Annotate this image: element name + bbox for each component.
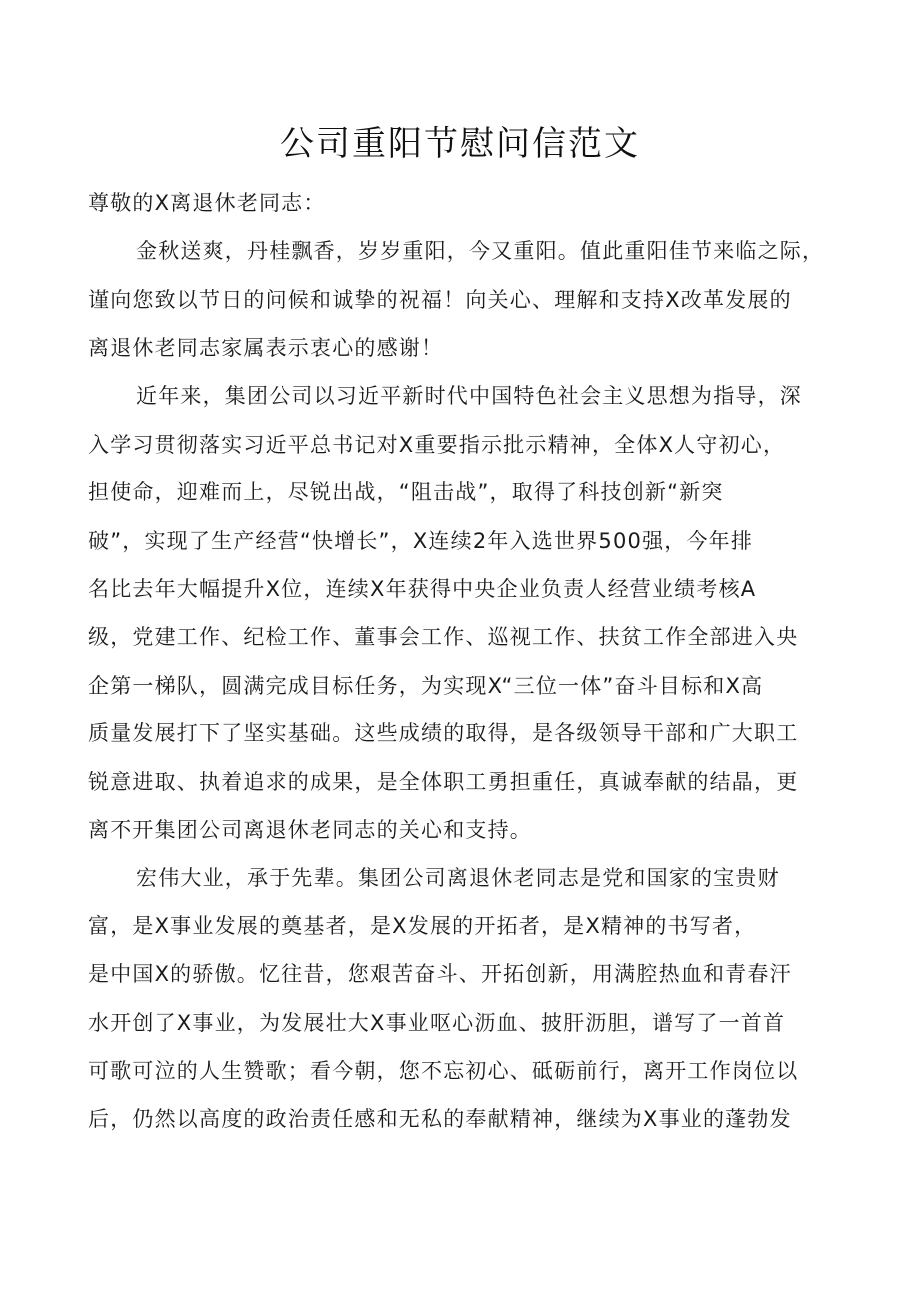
- paragraph-line: 近年来，集团公司以习近平新时代中国特色社会主义思想为指导，深: [136, 384, 802, 408]
- paragraph-line: 水开创了X事业，为发展壮大X事业呕心沥血、披肝沥胆，谱写了一首首: [88, 1011, 786, 1035]
- paragraph-line: 可歌可泣的人生赞歌；看今朝，您不忘初心、砥砺前行，离开工作岗位以: [88, 1059, 799, 1083]
- paragraph-line: 谨向您致以节日的问候和诚挚的祝福！向关心、理解和支持X改革发展的: [88, 288, 792, 312]
- paragraph-line: 金秋送爽，丹桂飘香，岁岁重阳，今又重阳。值此重阳佳节来临之际，: [136, 239, 825, 263]
- paragraph-line: 企第一梯队，圆满完成目标任务，为实现X“三位一体”奋斗目标和X高: [88, 674, 764, 698]
- salutation-line: 尊敬的X离退休老同志：: [88, 191, 326, 215]
- paragraph-line: 后，仍然以高度的政治责任感和无私的奉献精神，继续为X事业的蓬勃发: [88, 1107, 792, 1131]
- paragraph-line: 破”，实现了生产经营“快增长”，X连续2年入选世界500强，今年排: [88, 529, 754, 553]
- page-title: 公司重阳节慰问信范文: [280, 124, 640, 164]
- paragraph-line: 名比去年大幅提升X位，连续X年获得中央企业负责人经营业绩考核A: [88, 577, 757, 601]
- paragraph-line: 富，是X事业发展的奠基者，是X发展的开拓者，是X精神的书写者，: [88, 914, 757, 938]
- paragraph-line: 担使命，迎难而上，尽锐出战，“阻击战”，取得了科技创新“新突: [88, 480, 724, 504]
- paragraph-line: 是中国X的骄傲。忆往昔，您艰苦奋斗、开拓创新，用满腔热血和青春汗: [88, 962, 792, 986]
- paragraph-line: 质量发展打下了坚实基础。这些成绩的取得，是各级领导干部和广大职工: [88, 721, 799, 745]
- paragraph-line: 离不开集团公司离退休老同志的关心和支持。: [88, 818, 532, 842]
- paragraph-line: 入学习贯彻落实习近平总书记对X重要指示批示精神，全体X人守初心，: [88, 433, 786, 457]
- paragraph-line: 锐意进取、执着追求的成果，是全体职工勇担重任，真诚奉献的结晶，更: [88, 770, 799, 794]
- paragraph-line: 离退休老同志家属表示衷心的感谢！: [88, 336, 444, 360]
- paragraph-line: 宏伟大业，承于先辈。集团公司离退休老同志是党和国家的宝贵财: [136, 866, 780, 890]
- paragraph-line: 级，党建工作、纪检工作、董事会工作、巡视工作、扶贫工作全部进入央: [88, 625, 799, 649]
